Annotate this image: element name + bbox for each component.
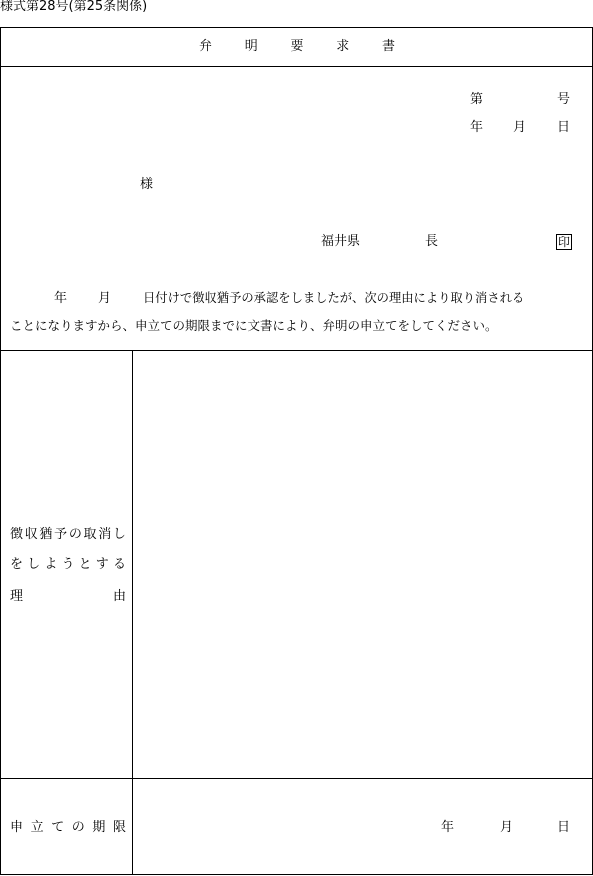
title-char: 求	[336, 39, 350, 54]
deadline-label-char: 申	[10, 820, 24, 835]
reason-label-char: を	[10, 557, 24, 572]
form-number: 様式第28号(第25条関係)	[0, 0, 148, 14]
reason-label-char: の	[68, 527, 82, 542]
deadline-label-char: 限	[112, 820, 126, 835]
reason-row-divider	[0, 778, 593, 779]
seal-mark: 印	[557, 235, 570, 249]
addressee-suffix: 様	[140, 177, 154, 192]
header-section-divider	[0, 350, 593, 351]
reason-label-line1	[10, 528, 126, 541]
reason-label-char: 猶	[39, 527, 53, 542]
title-char: 書	[381, 39, 395, 54]
body-text-line1: 日付けで徴収猶予の承認をしましたが、次の理由により取り消される	[143, 291, 525, 305]
body-year: 年	[54, 291, 68, 306]
label-column-divider	[132, 350, 133, 875]
reason-label-char: る	[112, 557, 126, 572]
deadline-label-char: の	[71, 820, 85, 835]
issuer-prefecture: 福井県	[321, 234, 361, 249]
deadline-label-char: て	[51, 820, 65, 835]
table-top-border	[0, 27, 593, 28]
reason-label-char: と	[78, 557, 92, 572]
reason-label-char: し	[112, 527, 126, 542]
doc-number-dai: 第	[470, 92, 484, 107]
reason-label-char: 収	[24, 527, 38, 542]
deadline-day: 日	[557, 820, 571, 835]
title-row-divider	[0, 66, 593, 67]
reason-label-char: 由	[112, 589, 126, 604]
doc-number-go: 号	[557, 92, 571, 107]
reason-label-char: よ	[44, 557, 58, 572]
deadline-field[interactable]	[134, 780, 591, 873]
table-bottom-border	[0, 874, 593, 875]
date-day: 日	[557, 120, 571, 135]
date-month: 月	[513, 120, 527, 135]
table-left-border	[0, 27, 1, 875]
deadline-year: 年	[441, 820, 455, 835]
reason-label-line3	[10, 590, 126, 603]
reason-label-char: 理	[10, 589, 24, 604]
title-char: 弁	[199, 39, 213, 54]
date-year: 年	[470, 120, 484, 135]
reason-label-char: う	[61, 557, 75, 572]
deadline-label-char: 立	[30, 820, 44, 835]
reason-label-char: す	[95, 557, 109, 572]
reason-label-char: 予	[54, 527, 68, 542]
reason-label-line2	[10, 558, 126, 571]
deadline-label-char: 期	[92, 820, 106, 835]
deadline-month: 月	[500, 820, 514, 835]
document-title	[199, 40, 395, 53]
deadline-label	[10, 821, 126, 834]
reason-label-char: 取	[83, 527, 97, 542]
reason-field[interactable]	[134, 352, 591, 777]
reason-label-char: 消	[98, 527, 112, 542]
title-char: 明	[244, 39, 258, 54]
title-char: 要	[290, 39, 304, 54]
issuer-title: 長	[425, 234, 439, 249]
body-month: 月	[98, 291, 112, 306]
body-text-line2: ことになりますから、申立ての期限までに文書により、弁明の申立てをしてください。	[10, 318, 498, 333]
reason-label-char: 徴	[10, 527, 24, 542]
reason-label-char: し	[27, 557, 41, 572]
